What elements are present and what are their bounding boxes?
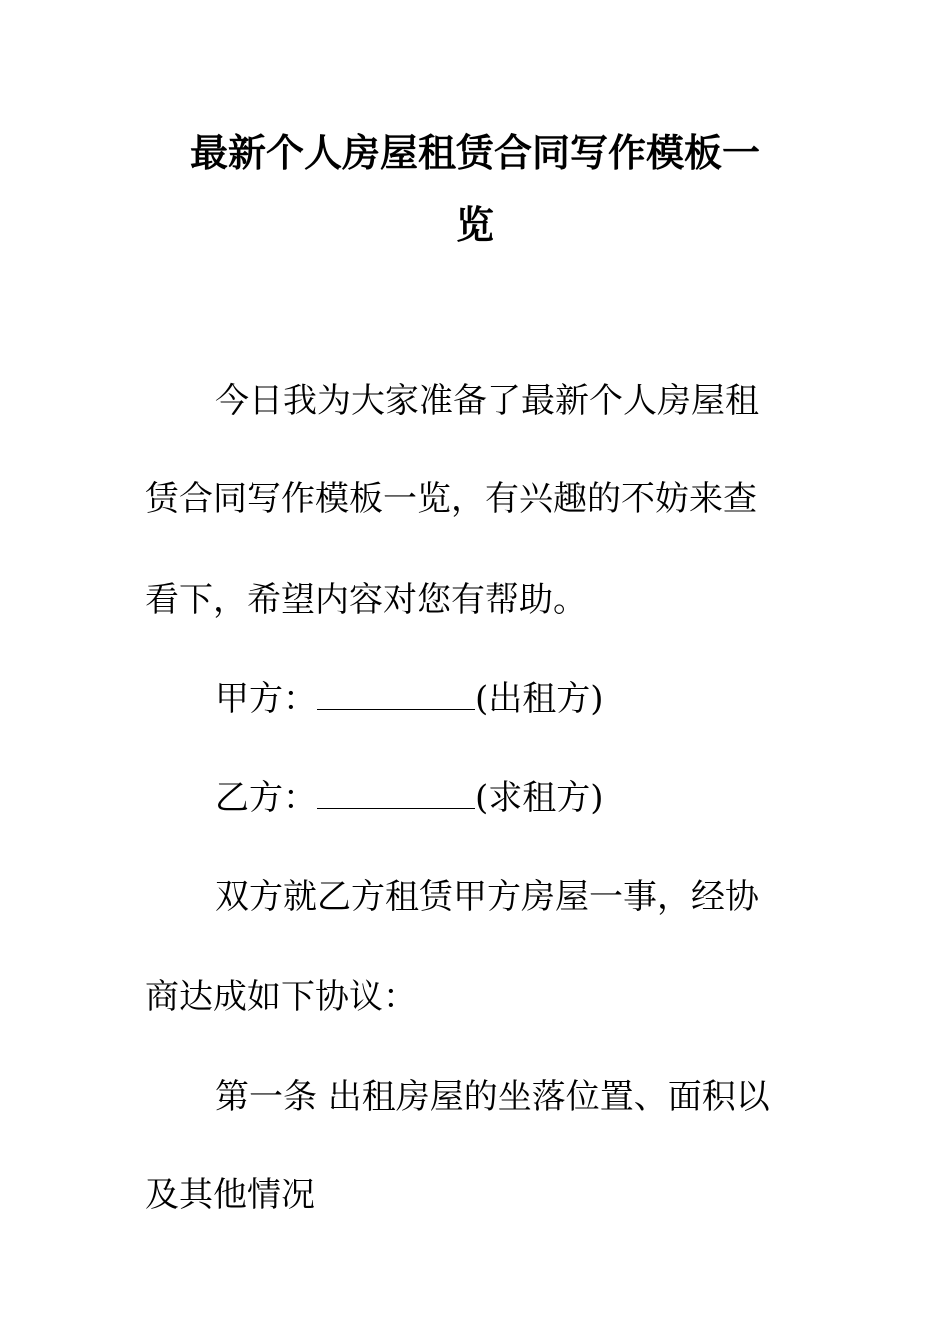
intro-line-1: 今日我为大家准备了最新个人房屋租	[215, 381, 759, 421]
party-a-role: (出租方)	[475, 679, 604, 719]
agreement-line-2: 商达成如下协议：	[145, 977, 417, 1017]
article-1-line-1: 第一条 出租房屋的坐落位置、面积以	[215, 1077, 770, 1117]
intro-line-2: 赁合同写作模板一览，有兴趣的不妨来查	[145, 479, 757, 519]
agreement-line-1: 双方就乙方租赁甲方房屋一事，经协	[215, 877, 759, 917]
intro-line-3: 看下，希望内容对您有帮助。	[145, 580, 587, 620]
party-b-line	[215, 778, 604, 818]
party-a-line	[215, 679, 604, 719]
party-b-blank	[317, 780, 475, 809]
party-a-blank	[317, 681, 475, 710]
party-b-role: (求租方)	[475, 778, 604, 818]
party-b-label: 乙方：	[215, 778, 317, 818]
article-1-line-2: 及其他情况	[145, 1175, 315, 1215]
document-title-line-2: 览	[455, 202, 494, 247]
document-title-line-1: 最新个人房屋租赁合同写作模板一	[189, 130, 760, 175]
party-a-label: 甲方：	[215, 679, 317, 719]
